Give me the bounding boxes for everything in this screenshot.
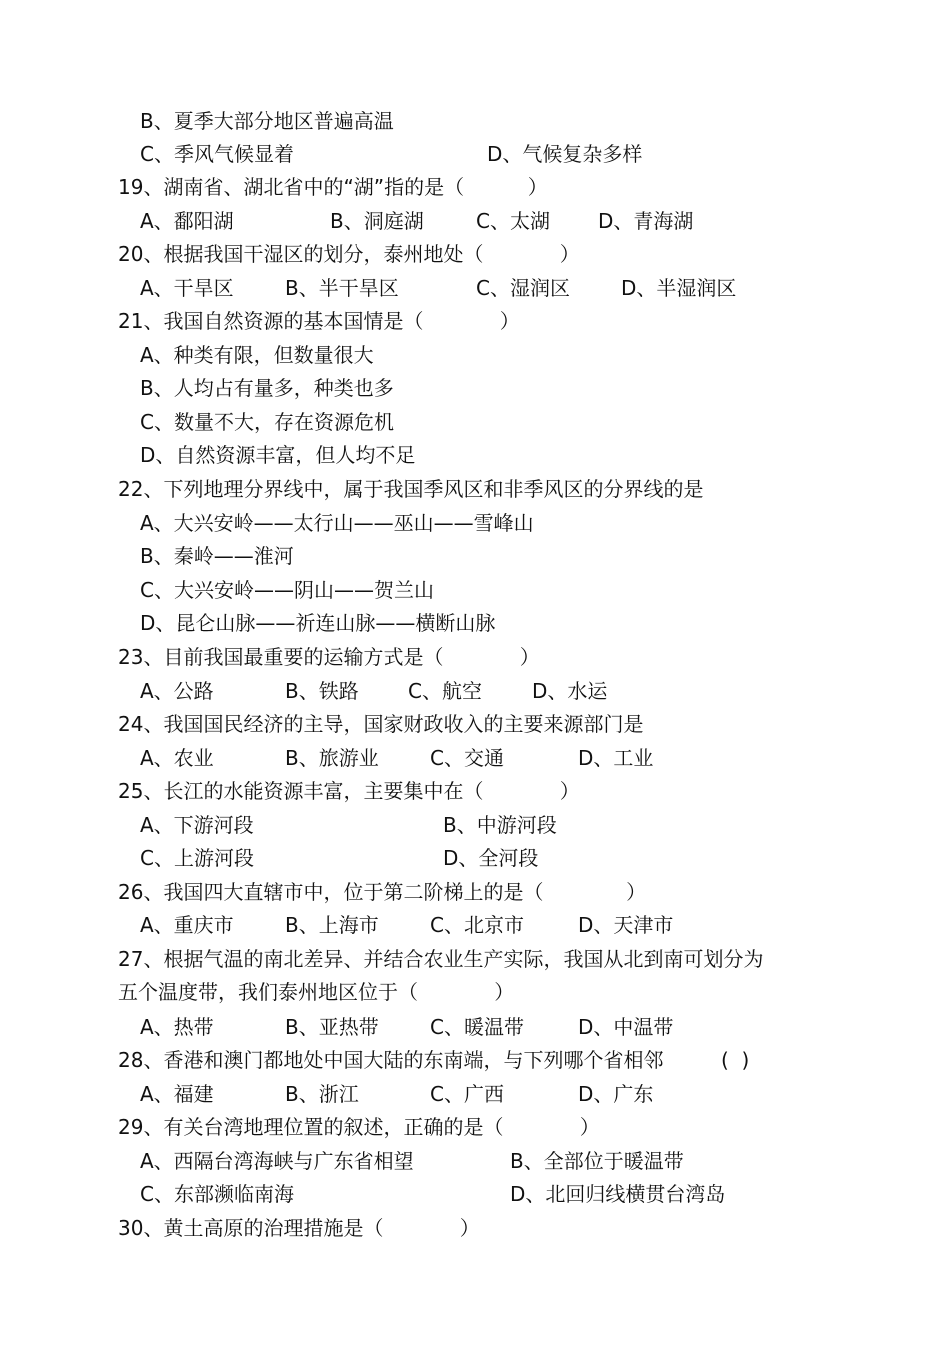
- answer-option: D、青海湖: [598, 209, 694, 233]
- answer-option: C、太湖: [476, 209, 550, 233]
- question-stem: 五个温度带，我们泰州地区位于（ ）: [118, 980, 515, 1004]
- question-stem: 27、根据气温的南北差异、并结合农业生产实际，我国从北到南可划分为: [118, 947, 764, 971]
- answer-option: A、重庆市: [140, 913, 234, 937]
- answer-option: A、下游河段: [140, 813, 254, 837]
- answer-option: D、昆仑山脉——祈连山脉——横断山脉: [140, 611, 496, 635]
- answer-option: C、数量不大，存在资源危机: [140, 410, 394, 434]
- answer-option: D、自然资源丰富，但人均不足: [140, 443, 416, 467]
- question-stem: 19、湖南省、湖北省中的“湖”指的是（ ）: [118, 175, 548, 199]
- answer-option: A、西隔台湾海峡与广东省相望: [140, 1149, 414, 1173]
- question-stem: 23、目前我国最重要的运输方式是（ ）: [118, 645, 540, 669]
- question-stem: 22、下列地理分界线中，属于我国季风区和非季风区的分界线的是: [118, 477, 704, 501]
- answer-option: D、北回归线横贯台湾岛: [510, 1182, 726, 1206]
- answer-option: B、人均占有量多，种类也多: [140, 376, 394, 400]
- answer-option: D、天津市: [578, 913, 674, 937]
- answer-option: C、大兴安岭——阴山——贺兰山: [140, 578, 434, 602]
- answer-option: D、广东: [578, 1082, 654, 1106]
- answer-option: C、季风气候显着: [140, 142, 294, 166]
- answer-option: A、热带: [140, 1015, 214, 1039]
- answer-option: B、中游河段: [443, 813, 557, 837]
- answer-option: A、公路: [140, 679, 214, 703]
- question-stem: 30、黄土高原的治理措施是（ ）: [118, 1216, 480, 1240]
- question-stem: 28、香港和澳门都地处中国大陆的东南端，与下列哪个省相邻: [118, 1048, 664, 1072]
- answer-option: C、广西: [430, 1082, 504, 1106]
- answer-option: A、大兴安岭——太行山——巫山——雪峰山: [140, 511, 534, 535]
- answer-option: B、半干旱区: [285, 276, 399, 300]
- answer-option: B、铁路: [285, 679, 359, 703]
- answer-option: D、工业: [578, 746, 654, 770]
- answer-option: A、种类有限，但数量很大: [140, 343, 374, 367]
- answer-option: B、旅游业: [285, 746, 379, 770]
- answer-bracket: ( ): [721, 1048, 750, 1072]
- answer-option: B、夏季大部分地区普遍高温: [140, 109, 394, 133]
- answer-option: B、洞庭湖: [330, 209, 424, 233]
- answer-option: B、浙江: [285, 1082, 359, 1106]
- question-stem: 25、长江的水能资源丰富，主要集中在（ ）: [118, 779, 580, 803]
- question-stem: 26、我国四大直辖市中，位于第二阶梯上的是（ ）: [118, 880, 647, 904]
- question-stem: 29、有关台湾地理位置的叙述，正确的是（ ）: [118, 1115, 600, 1139]
- question-stem: 20、根据我国干湿区的划分，泰州地处（ ）: [118, 242, 580, 266]
- question-stem: 24、我国国民经济的主导，国家财政收入的主要来源部门是: [118, 712, 644, 736]
- answer-option: B、亚热带: [285, 1015, 379, 1039]
- answer-option: D、气候复杂多样: [487, 142, 643, 166]
- answer-option: B、全部位于暖温带: [510, 1149, 684, 1173]
- answer-option: C、湿润区: [476, 276, 570, 300]
- answer-option: B、上海市: [285, 913, 379, 937]
- answer-option: D、半湿润区: [621, 276, 737, 300]
- answer-option: D、中温带: [578, 1015, 674, 1039]
- answer-option: C、东部濒临南海: [140, 1182, 294, 1206]
- answer-option: A、干旱区: [140, 276, 234, 300]
- answer-option: C、航空: [408, 679, 482, 703]
- answer-option: A、农业: [140, 746, 214, 770]
- answer-option: C、交通: [430, 746, 504, 770]
- answer-option: C、暖温带: [430, 1015, 524, 1039]
- answer-option: C、上游河段: [140, 846, 254, 870]
- answer-option: A、福建: [140, 1082, 214, 1106]
- answer-option: A、鄱阳湖: [140, 209, 234, 233]
- answer-option: D、全河段: [443, 846, 539, 870]
- answer-option: C、北京市: [430, 913, 524, 937]
- answer-option: B、秦岭——淮河: [140, 544, 294, 568]
- question-stem: 21、我国自然资源的基本国情是（ ）: [118, 309, 520, 333]
- answer-option: D、水运: [532, 679, 608, 703]
